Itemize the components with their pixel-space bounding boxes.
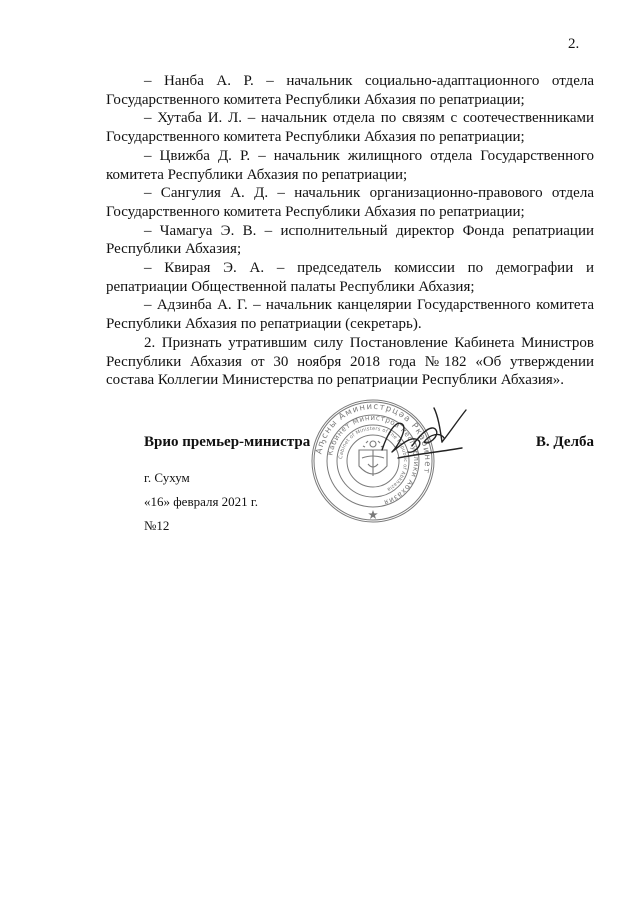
svg-text:Аҧсны Аминистрцәа Ркабинет: Аҧсны Аминистрцәа Ркабинет: [314, 401, 433, 476]
member-nanba: – Нанба А. Р. – начальник социально-адаптационного отдела Государственного комитета Республики Абхазия по репатриации;: [106, 73, 594, 108]
handwritten-signature: [378, 402, 470, 464]
member-kviraya: – Квирая Э. А. – председатель комиссии по демографии и репатриации Общественной палаты Республики Абхазия;: [106, 260, 594, 295]
svg-text:Кабинет Министров Республики А: Кабинет Министров Республики Абхазия: [325, 412, 422, 508]
date: «16» февраля 2021 г.: [144, 494, 259, 509]
signer-position: Врио премьер-министра: [144, 434, 311, 450]
svg-text:Cabinet of Ministers of the Re: Cabinet of Ministers of the Republic of Abkhazia: [338, 425, 409, 493]
member-tsvizhba: – Цвижба Д. Р. – начальник жилищного отдела Государственного комитета Республики Абхазия по репатриации;: [106, 147, 594, 183]
member-adzinba: – Адзинба А. Г. – начальник канцелярии Государственного комитета Республики Абхазия по репатриации (секретарь).: [106, 297, 594, 333]
member-chamagua: – Чамагуа Э. В. – исполнительный директор Фонда репатриации Республики Абхазия;: [106, 222, 594, 258]
signer-name: В. Делба: [535, 434, 594, 450]
member-khutaba: – Хутаба И. Л. – начальник отдела по связям с соотечественниками Государственного комитета Республики Абхазия по репатриации;: [106, 110, 594, 146]
place: г. Сухум: [144, 470, 190, 485]
clause-2-repeal: 2. Признать утратившим силу Постановление Кабинета Министров Республики Абхазия от 30 ноября 2018 года №182 «Об утверждении состава Коллегии Министерства по репатриации Республики Абхазия».: [106, 334, 594, 389]
page-number: 2.: [568, 36, 580, 52]
document-number: №12: [144, 518, 170, 533]
document-footer: [144, 466, 258, 538]
member-sangulia: – Сангулия А. Д. – начальник организационно-правового отдела Государственного комитета Республики Абхазия по репатриации;: [106, 185, 594, 220]
document-body: [106, 72, 594, 390]
